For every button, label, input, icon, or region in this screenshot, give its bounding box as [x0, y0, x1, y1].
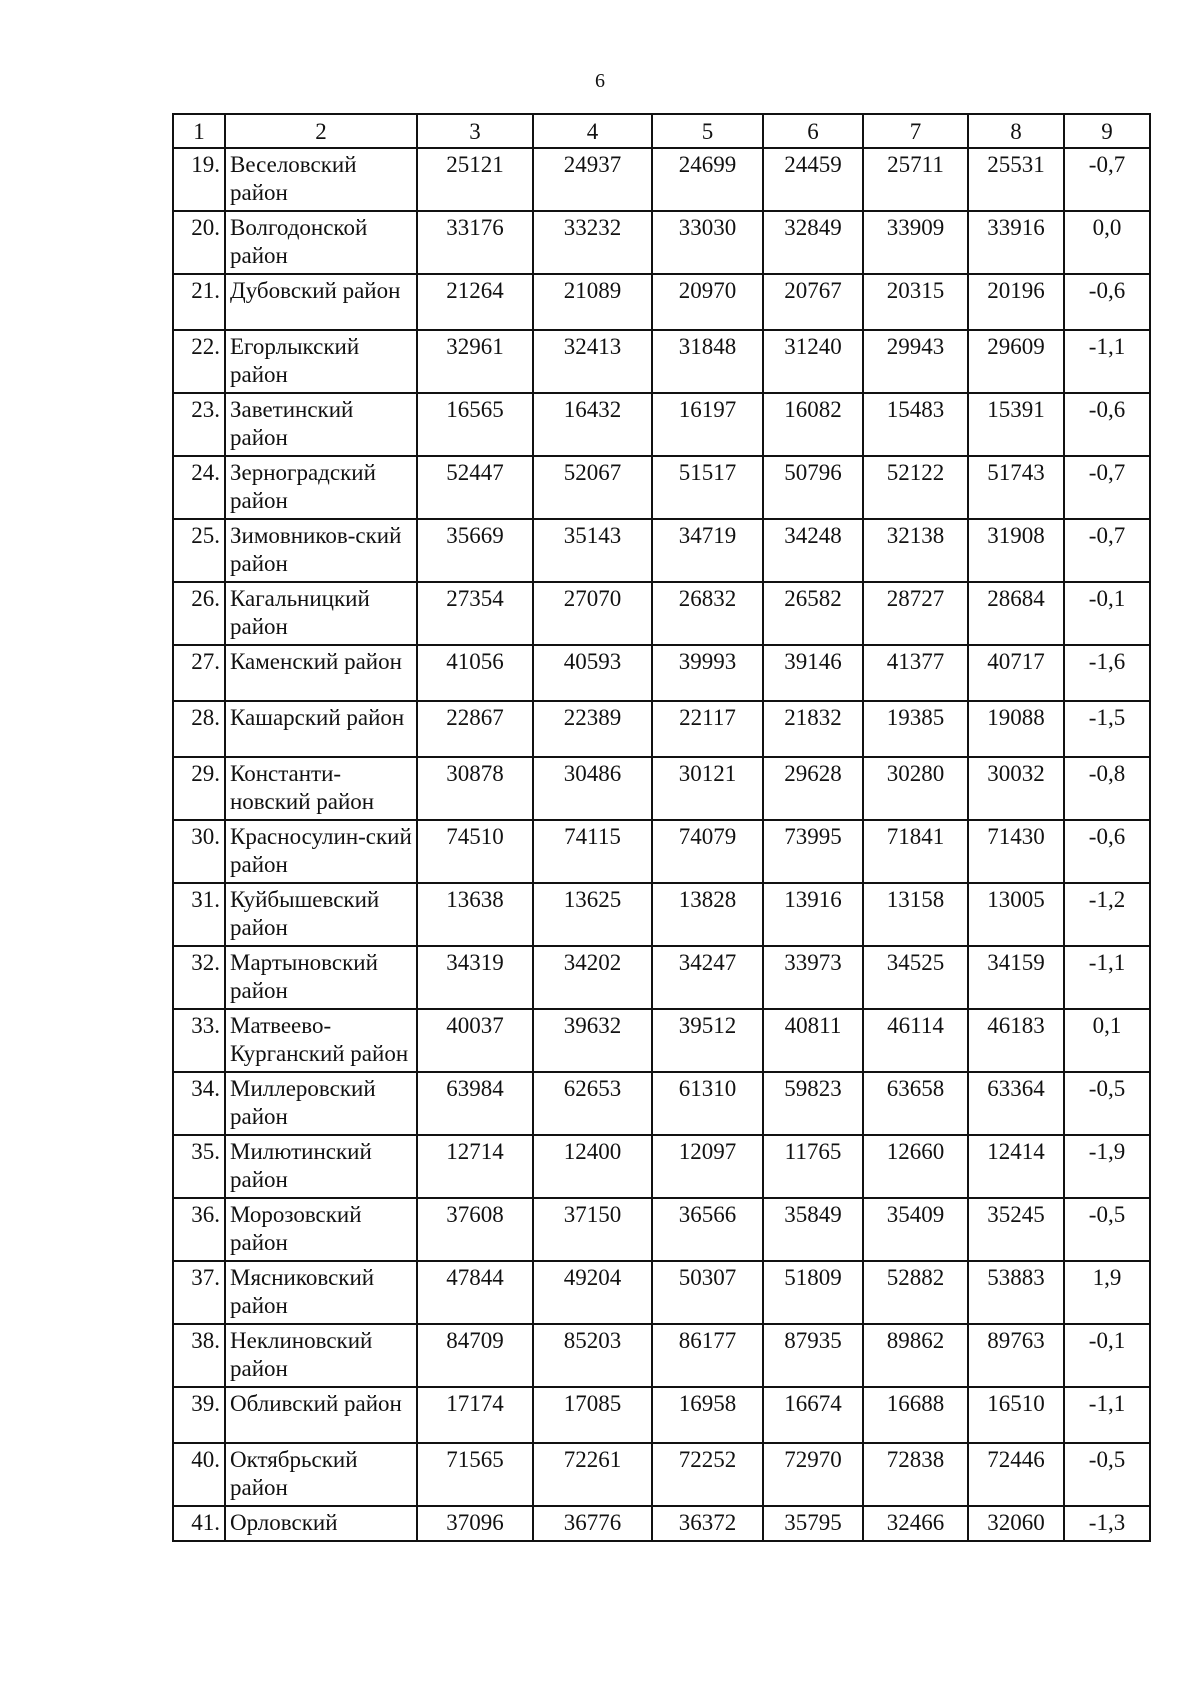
change-percent-cell: -0,6 [1064, 820, 1150, 883]
population-cell: 36776 [533, 1506, 652, 1541]
population-cell: 50796 [763, 456, 863, 519]
table-row [173, 1135, 1150, 1198]
population-cell: 33030 [652, 211, 763, 274]
population-cell: 32466 [863, 1506, 968, 1541]
district-name: Егорлыкский район [225, 330, 417, 393]
population-cell: 21264 [417, 274, 533, 330]
change-percent-cell: -0,7 [1064, 456, 1150, 519]
population-cell: 12660 [863, 1135, 968, 1198]
change-percent-cell: -1,2 [1064, 883, 1150, 946]
district-name: Мясниковский район [225, 1261, 417, 1324]
district-name: Константи-новский район [225, 757, 417, 820]
population-cell: 40593 [533, 645, 652, 701]
change-percent-cell: -1,1 [1064, 1387, 1150, 1443]
column-header: 6 [763, 114, 863, 148]
change-percent-cell: -0,5 [1064, 1443, 1150, 1506]
population-cell: 19385 [863, 701, 968, 757]
row-number: 23. [173, 393, 225, 456]
row-number: 22. [173, 330, 225, 393]
population-cell: 84709 [417, 1324, 533, 1387]
population-cell: 74079 [652, 820, 763, 883]
population-cell: 13916 [763, 883, 863, 946]
population-cell: 16958 [652, 1387, 763, 1443]
population-cell: 33916 [968, 211, 1064, 274]
change-percent-cell: 1,9 [1064, 1261, 1150, 1324]
table-row [173, 883, 1150, 946]
population-cell: 17085 [533, 1387, 652, 1443]
district-name: Милютинский район [225, 1135, 417, 1198]
population-cell: 50307 [652, 1261, 763, 1324]
population-cell: 22389 [533, 701, 652, 757]
population-cell: 51517 [652, 456, 763, 519]
population-cell: 35143 [533, 519, 652, 582]
population-cell: 19088 [968, 701, 1064, 757]
population-cell: 30280 [863, 757, 968, 820]
population-cell: 71430 [968, 820, 1064, 883]
table-row [173, 820, 1150, 883]
population-cell: 53883 [968, 1261, 1064, 1324]
population-cell: 72446 [968, 1443, 1064, 1506]
district-name: Куйбышевский район [225, 883, 417, 946]
change-percent-cell: -1,6 [1064, 645, 1150, 701]
population-cell: 26832 [652, 582, 763, 645]
row-number: 40. [173, 1443, 225, 1506]
change-percent-cell: 0,1 [1064, 1009, 1150, 1072]
population-cell: 40811 [763, 1009, 863, 1072]
population-cell: 21089 [533, 274, 652, 330]
change-percent-cell: -0,5 [1064, 1072, 1150, 1135]
population-cell: 59823 [763, 1072, 863, 1135]
change-percent-cell: -0,5 [1064, 1198, 1150, 1261]
population-cell: 32849 [763, 211, 863, 274]
row-number: 24. [173, 456, 225, 519]
population-cell: 13005 [968, 883, 1064, 946]
district-name: Кашарский район [225, 701, 417, 757]
change-percent-cell: 0,0 [1064, 211, 1150, 274]
change-percent-cell: -0,7 [1064, 519, 1150, 582]
district-name: Мартыновский район [225, 946, 417, 1009]
population-cell: 85203 [533, 1324, 652, 1387]
population-cell: 13158 [863, 883, 968, 946]
population-cell: 35795 [763, 1506, 863, 1541]
population-cell: 24459 [763, 148, 863, 211]
population-cell: 28727 [863, 582, 968, 645]
table-row [173, 211, 1150, 274]
row-number: 32. [173, 946, 225, 1009]
population-cell: 25711 [863, 148, 968, 211]
population-cell: 24937 [533, 148, 652, 211]
table-row [173, 946, 1150, 1009]
row-number: 29. [173, 757, 225, 820]
population-cell: 31848 [652, 330, 763, 393]
population-cell: 41056 [417, 645, 533, 701]
district-name: Октябрьский район [225, 1443, 417, 1506]
population-cell: 63984 [417, 1072, 533, 1135]
table-row [173, 1443, 1150, 1506]
population-cell: 12414 [968, 1135, 1064, 1198]
population-cell: 34248 [763, 519, 863, 582]
population-cell: 27070 [533, 582, 652, 645]
column-header: 9 [1064, 114, 1150, 148]
population-cell: 63364 [968, 1072, 1064, 1135]
population-cell: 31908 [968, 519, 1064, 582]
population-cell: 35669 [417, 519, 533, 582]
population-cell: 30032 [968, 757, 1064, 820]
population-cell: 72970 [763, 1443, 863, 1506]
change-percent-cell: -0,6 [1064, 274, 1150, 330]
population-cell: 16510 [968, 1387, 1064, 1443]
district-name: Матвеево-Курганский район [225, 1009, 417, 1072]
population-cell: 24699 [652, 148, 763, 211]
row-number: 20. [173, 211, 225, 274]
table-row [173, 1198, 1150, 1261]
population-cell: 32413 [533, 330, 652, 393]
change-percent-cell: -0,7 [1064, 148, 1150, 211]
population-cell: 34202 [533, 946, 652, 1009]
population-cell: 52447 [417, 456, 533, 519]
population-cell: 71841 [863, 820, 968, 883]
table-row [173, 1387, 1150, 1443]
row-number: 34. [173, 1072, 225, 1135]
population-cell: 22117 [652, 701, 763, 757]
population-cell: 20970 [652, 274, 763, 330]
column-header: 5 [652, 114, 763, 148]
population-cell: 46114 [863, 1009, 968, 1072]
population-cell: 47844 [417, 1261, 533, 1324]
population-cell: 36372 [652, 1506, 763, 1541]
population-cell: 15483 [863, 393, 968, 456]
population-cell: 62653 [533, 1072, 652, 1135]
district-name: Обливский район [225, 1387, 417, 1443]
population-cell: 12714 [417, 1135, 533, 1198]
population-cell: 22867 [417, 701, 533, 757]
district-name: Миллеровский район [225, 1072, 417, 1135]
table-row [173, 1009, 1150, 1072]
population-cell: 34719 [652, 519, 763, 582]
population-cell: 52122 [863, 456, 968, 519]
row-number: 31. [173, 883, 225, 946]
population-cell: 13625 [533, 883, 652, 946]
population-cell: 34525 [863, 946, 968, 1009]
population-cell: 39993 [652, 645, 763, 701]
population-cell: 28684 [968, 582, 1064, 645]
population-cell: 16082 [763, 393, 863, 456]
population-cell: 11765 [763, 1135, 863, 1198]
population-cell: 52067 [533, 456, 652, 519]
population-cell: 74115 [533, 820, 652, 883]
population-cell: 16565 [417, 393, 533, 456]
column-header: 4 [533, 114, 652, 148]
table-row [173, 148, 1150, 211]
population-cell: 20315 [863, 274, 968, 330]
population-cell: 63658 [863, 1072, 968, 1135]
population-cell: 29943 [863, 330, 968, 393]
population-cell: 37150 [533, 1198, 652, 1261]
population-cell: 16688 [863, 1387, 968, 1443]
row-number: 33. [173, 1009, 225, 1072]
district-name: Зерноградский район [225, 456, 417, 519]
population-cell: 37608 [417, 1198, 533, 1261]
table-row [173, 1261, 1150, 1324]
change-percent-cell: -1,5 [1064, 701, 1150, 757]
change-percent-cell: -1,1 [1064, 330, 1150, 393]
population-cell: 13638 [417, 883, 533, 946]
population-cell: 15391 [968, 393, 1064, 456]
table-row [173, 1324, 1150, 1387]
population-cell: 17174 [417, 1387, 533, 1443]
population-cell: 30486 [533, 757, 652, 820]
table-body [173, 148, 1150, 1541]
district-name: Орловский [225, 1506, 417, 1541]
population-cell: 72252 [652, 1443, 763, 1506]
change-percent-cell: -0,1 [1064, 582, 1150, 645]
district-name: Заветинский район [225, 393, 417, 456]
table-row [173, 645, 1150, 701]
population-cell: 73995 [763, 820, 863, 883]
population-cell: 61310 [652, 1072, 763, 1135]
change-percent-cell: -1,3 [1064, 1506, 1150, 1541]
column-header: 1 [173, 114, 225, 148]
row-number: 41. [173, 1506, 225, 1541]
population-cell: 26582 [763, 582, 863, 645]
district-name: Красносулин-ский район [225, 820, 417, 883]
population-cell: 30878 [417, 757, 533, 820]
population-cell: 12400 [533, 1135, 652, 1198]
change-percent-cell: -0,1 [1064, 1324, 1150, 1387]
population-cell: 34159 [968, 946, 1064, 1009]
population-cell: 31240 [763, 330, 863, 393]
population-cell: 39146 [763, 645, 863, 701]
population-cell: 40717 [968, 645, 1064, 701]
district-name: Веселовский район [225, 148, 417, 211]
population-cell: 35245 [968, 1198, 1064, 1261]
population-cell: 49204 [533, 1261, 652, 1324]
row-number: 19. [173, 148, 225, 211]
population-cell: 33176 [417, 211, 533, 274]
district-name: Морозовский район [225, 1198, 417, 1261]
row-number: 27. [173, 645, 225, 701]
population-cell: 25531 [968, 148, 1064, 211]
population-cell: 71565 [417, 1443, 533, 1506]
population-cell: 89862 [863, 1324, 968, 1387]
page-number: 6 [595, 70, 605, 92]
column-header: 3 [417, 114, 533, 148]
table-row [173, 757, 1150, 820]
population-cell: 32060 [968, 1506, 1064, 1541]
population-cell: 36566 [652, 1198, 763, 1261]
row-number: 21. [173, 274, 225, 330]
population-cell: 27354 [417, 582, 533, 645]
district-name: Неклиновский район [225, 1324, 417, 1387]
column-header: 8 [968, 114, 1064, 148]
change-percent-cell: -1,1 [1064, 946, 1150, 1009]
row-number: 28. [173, 701, 225, 757]
row-number: 36. [173, 1198, 225, 1261]
population-cell: 87935 [763, 1324, 863, 1387]
population-cell: 37096 [417, 1506, 533, 1541]
change-percent-cell: -0,8 [1064, 757, 1150, 820]
population-cell: 52882 [863, 1261, 968, 1324]
population-cell: 29628 [763, 757, 863, 820]
row-number: 37. [173, 1261, 225, 1324]
change-percent-cell: -1,9 [1064, 1135, 1150, 1198]
table-row [173, 1506, 1150, 1541]
population-cell: 40037 [417, 1009, 533, 1072]
district-name: Дубовский район [225, 274, 417, 330]
population-cell: 33909 [863, 211, 968, 274]
table-row [173, 519, 1150, 582]
column-header: 7 [863, 114, 968, 148]
district-name: Зимовников-ский район [225, 519, 417, 582]
population-cell: 39632 [533, 1009, 652, 1072]
district-name: Волгодонской район [225, 211, 417, 274]
row-number: 38. [173, 1324, 225, 1387]
population-cell: 34247 [652, 946, 763, 1009]
population-cell: 35849 [763, 1198, 863, 1261]
column-header: 2 [225, 114, 417, 148]
population-cell: 74510 [417, 820, 533, 883]
population-cell: 89763 [968, 1324, 1064, 1387]
population-cell: 29609 [968, 330, 1064, 393]
population-cell: 33973 [763, 946, 863, 1009]
table-row [173, 582, 1150, 645]
table-row [173, 330, 1150, 393]
population-cell: 32961 [417, 330, 533, 393]
population-cell: 12097 [652, 1135, 763, 1198]
population-cell: 21832 [763, 701, 863, 757]
population-cell: 34319 [417, 946, 533, 1009]
population-cell: 72261 [533, 1443, 652, 1506]
row-number: 26. [173, 582, 225, 645]
population-cell: 72838 [863, 1443, 968, 1506]
population-cell: 33232 [533, 211, 652, 274]
population-cell: 51809 [763, 1261, 863, 1324]
row-number: 39. [173, 1387, 225, 1443]
row-number: 30. [173, 820, 225, 883]
population-cell: 25121 [417, 148, 533, 211]
district-name: Каменский район [225, 645, 417, 701]
table-row [173, 456, 1150, 519]
population-cell: 16432 [533, 393, 652, 456]
table-row [173, 1072, 1150, 1135]
population-cell: 86177 [652, 1324, 763, 1387]
table-row [173, 274, 1150, 330]
population-cell: 20196 [968, 274, 1064, 330]
header-row [173, 114, 1150, 148]
population-cell: 13828 [652, 883, 763, 946]
population-cell: 16674 [763, 1387, 863, 1443]
district-data-table [172, 113, 1151, 1542]
population-cell: 51743 [968, 456, 1064, 519]
district-name: Кагальницкий район [225, 582, 417, 645]
change-percent-cell: -0,6 [1064, 393, 1150, 456]
table-row [173, 701, 1150, 757]
population-cell: 35409 [863, 1198, 968, 1261]
population-cell: 20767 [763, 274, 863, 330]
population-cell: 39512 [652, 1009, 763, 1072]
population-cell: 30121 [652, 757, 763, 820]
row-number: 35. [173, 1135, 225, 1198]
population-cell: 41377 [863, 645, 968, 701]
population-cell: 16197 [652, 393, 763, 456]
population-cell: 32138 [863, 519, 968, 582]
table-row [173, 393, 1150, 456]
population-cell: 46183 [968, 1009, 1064, 1072]
row-number: 25. [173, 519, 225, 582]
